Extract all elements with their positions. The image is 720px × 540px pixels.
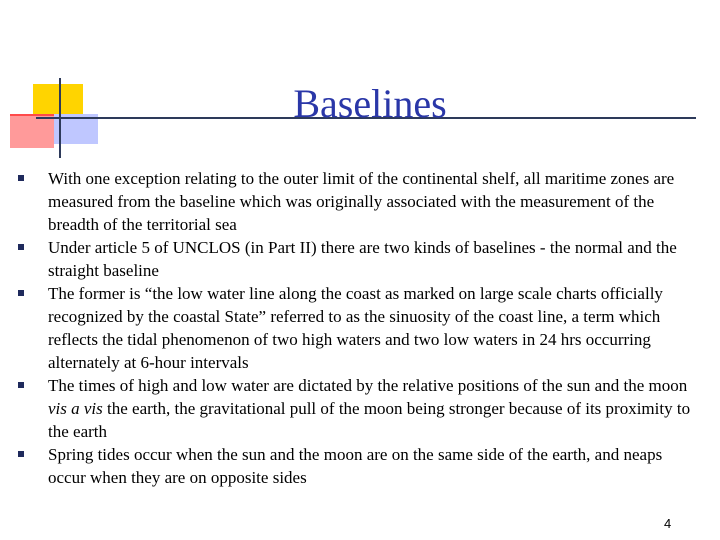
bullet-item bbox=[18, 282, 698, 374]
bullet-square-icon bbox=[18, 451, 24, 457]
bullet-item bbox=[18, 374, 698, 443]
bullet-text-italic: vis a vis bbox=[48, 399, 103, 418]
bullet-text-before: The times of high and low water are dictated by the relative positions of the sun and the moon bbox=[48, 376, 688, 395]
bullet-item bbox=[18, 236, 698, 282]
bullet-text: With one exception relating to the outer limit of the continental shelf, all maritime zones are measured from the baseline which was originally associated with the measurement of the breadth of the territorial sea bbox=[48, 169, 675, 234]
bullet-text: Spring tides occur when the sun and the moon are on the same side of the earth, and neaps occur when they are on opposite sides bbox=[48, 445, 663, 487]
bullet-item bbox=[18, 167, 698, 236]
bullet-list bbox=[18, 167, 698, 489]
logo-red-square bbox=[10, 114, 54, 148]
slide-title: Baselines bbox=[293, 81, 447, 126]
page-number: 4 bbox=[664, 516, 672, 531]
bullet-text-after: the earth, the gravitational pull of the moon being stronger because of its proximity to the earth bbox=[48, 399, 691, 441]
bullet-square-icon bbox=[18, 244, 24, 250]
bullet-text: The former is “the low water line along the coast as marked on large scale charts officially recognized by the coastal State” referred to as the sinuosity of the coast line, a term which reflects the tidal phenomenon of two high waters and two low waters in 24 hrs occurring alternately at 6-hour intervals bbox=[48, 284, 663, 372]
bullet-text: Under article 5 of UNCLOS (in Part II) there are two kinds of baselines - the normal and the straight baseline bbox=[48, 238, 677, 280]
bullet-square-icon bbox=[18, 382, 24, 388]
bullet-square-icon bbox=[18, 290, 24, 296]
bullet-square-icon bbox=[18, 175, 24, 181]
bullet-item bbox=[18, 443, 698, 489]
